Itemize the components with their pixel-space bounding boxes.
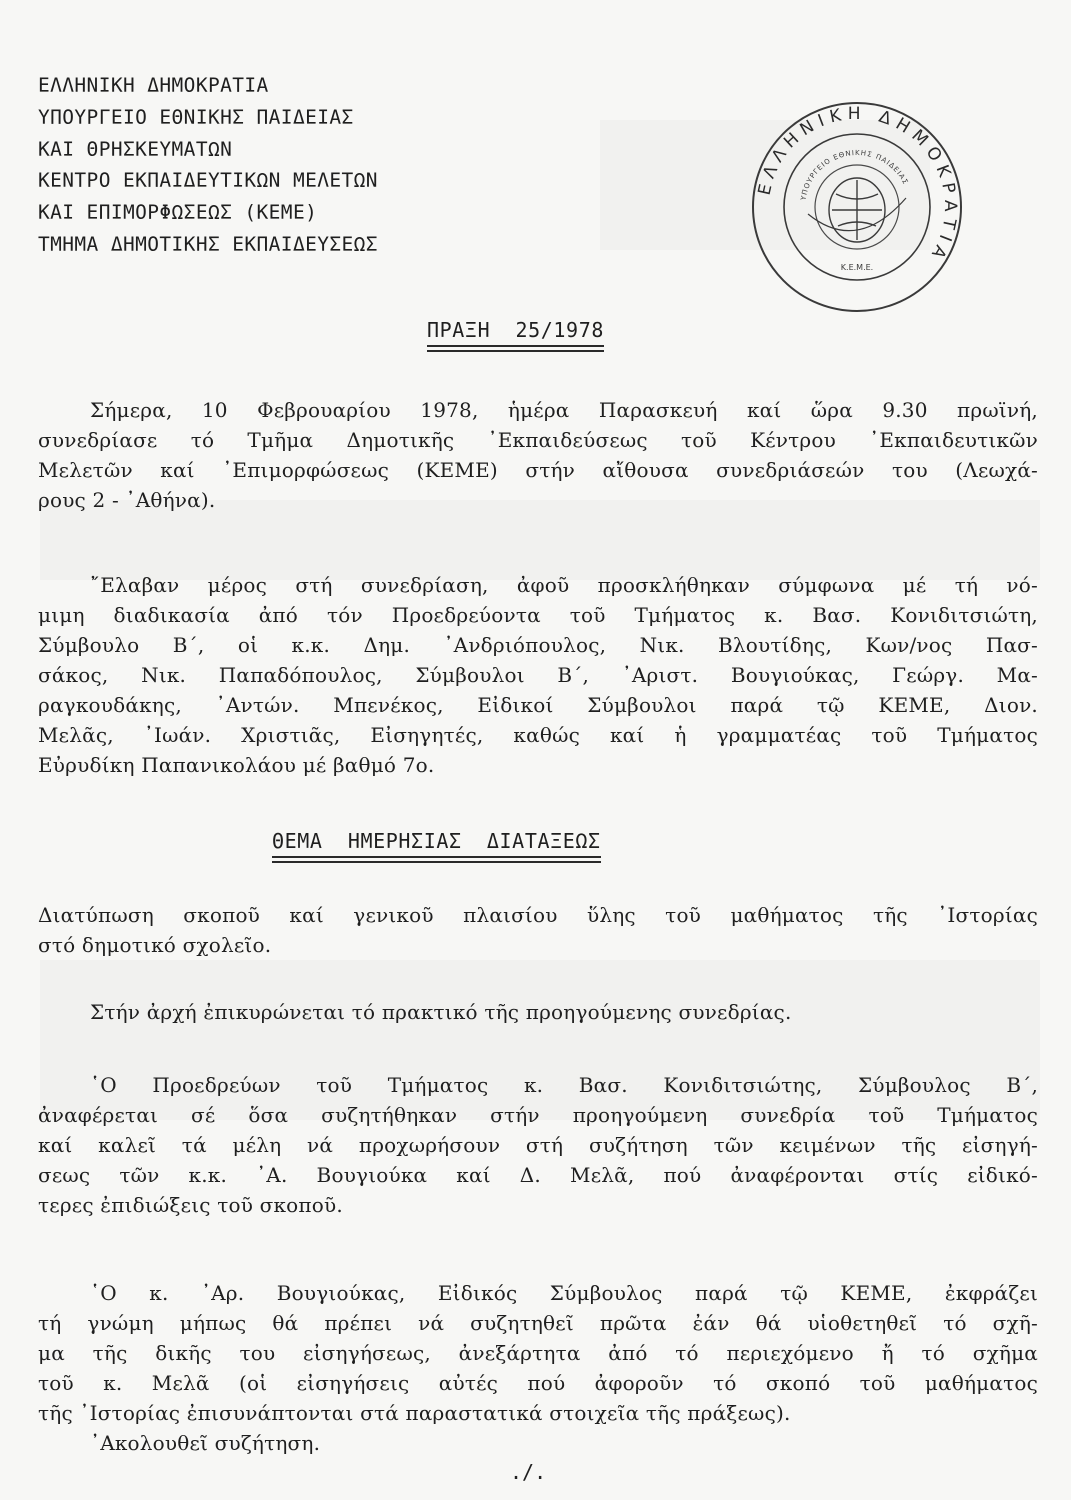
seal-inner-text: ΥΠΟΥΡΓΕΙΟ ΕΘΝΙΚΗΣ ΠΑΙΔΕΙΑΣ [799,148,910,201]
agenda-text [38,900,1038,960]
letterhead-line: ΚΑΙ ΕΠΙΜΟΡΦΩΣΕΩΣ (ΚΕΜΕ) [38,201,318,225]
paragraph-vougioukas-opinion [38,1278,1038,1428]
text-line: ἀναφέρεται σέ ὅσα συζητήθηκαν στήν προηγούμενη συνεδρία τοῦ Τμήματος [38,1103,1038,1127]
title-underline [427,350,604,352]
text-line: σάκος, Νικ. Παπαδόπουλος, Σύμβουλοι Β΄, ᾿Αριστ. Βουγιούκας, Γεώργ. Μα- [38,663,1038,687]
paragraph-ratification [38,997,1038,1027]
text-line: ῾Ο Προεδρεύων τοῦ Τμήματος κ. Βασ. Κονιδιτσιώτης, Σύμβουλος Β΄, [90,1073,1038,1097]
seal-icon [748,98,966,316]
agenda-title-text: ΘΕΜΑ ΗΜΕΡΗΣΙΑΣ ΔΙΑΤΑΞΕΩΣ [272,829,601,853]
document-title-text: ΠΡΑΞΗ 25/1978 [427,318,604,342]
paragraph-discussion [38,1428,1038,1458]
text-line: Σύμβουλο Β΄, οἱ κ.κ. Δημ. ᾿Ανδριόπουλος, Νικ. Βλουτίδης, Κων/νος Πασ- [38,633,1038,657]
letterhead-line: ΚΑΙ ΘΡΗΣΚΕΥΜΑΤΩΝ [38,137,233,161]
text-line: Διατύπωση σκοποῦ καί γενικοῦ πλαισίου ὕλης τοῦ μαθήματος τῆς ᾿Ιστορίας [38,903,1038,927]
text-line: τοῦ κ. Μελᾶ (οἱ εἰσηγήσεις αὐτές πού ἀφοροῦν τό σκοπό τοῦ μαθήματος [38,1371,1038,1395]
letterhead [38,70,378,261]
letterhead-line: ΕΛΛΗΝΙΚΗ ΔΗΜΟΚΡΑΤΙΑ [38,74,269,97]
text-line: τερες ἐπιδιώξεις τοῦ σκοποῦ. [38,1193,343,1217]
text-line: στό δημοτικό σχολεῖο. [38,933,272,957]
text-line: συνεδρίασε τό Τμῆμα Δημοτικῆς ᾿Εκπαιδεύσεως τοῦ Κέντρου ᾿Εκπαιδευτικῶν [38,428,1038,452]
document-title [427,318,604,342]
paragraph-chair-remarks [38,1070,1038,1220]
text-line: ῾Ο κ. ᾿Αρ. Βουγιούκας, Εἰδικός Σύμβουλος παρά τῷ ΚΕΜΕ, ἐκφράζει [90,1281,1038,1305]
paragraph-meeting-date [38,395,1038,515]
text-line: μα τῆς δικῆς του εἰσηγήσεως, ἀνεξάρτητα ἀπό τό περιεχόμενο ἤ τό σχῆμα [38,1341,1038,1365]
text-line: ᾿Ακολουθεῖ συζήτηση. [90,1431,321,1455]
text-line: Στήν ἀρχή ἐπικυρώνεται τό πρακτικό τῆς προηγούμενης συνεδρίας. [90,1000,792,1024]
text-line: Σήμερα, 10 Φεβρουαρίου 1978, ἡμέρα Παρασκευή καί ὥρα 9.30 πρωϊνή, [90,398,1038,422]
letterhead-line: ΥΠΟΥΡΓΕΙΟ ΕΘΝΙΚΗΣ ΠΑΙΔΕΙΑΣ [38,105,354,129]
text-line: ρους 2 - ᾿Αθήνα). [38,488,216,512]
seal-outer-text: ΕΛΛΗΝΙΚΗ ΔΗΜΟΚΡΑΤΙΑ [754,103,961,267]
continuation-mark: ./. [510,1460,547,1484]
svg-text:ΥΠΟΥΡΓΕΙΟ ΕΘΝΙΚΗΣ ΠΑΙΔΕΙΑΣ [799,149,909,202]
title-underline [427,345,604,347]
paragraph-attendees [38,570,1038,780]
agenda-title [272,829,601,853]
text-line: σεως τῶν κ.κ. ᾿Α. Βουγιούκα καί Δ. Μελᾶ, πού ἀναφέρονται στίς εἰδικό- [38,1163,1038,1187]
text-line: καί καλεῖ τά μέλη νά προχωρήσουν στή συζήτηση τῶν κειμένων τῆς εἰσηγή- [38,1133,1038,1157]
agenda-underline [272,856,601,858]
text-line: τή γνώμη μήπως θά πρέπει νά συζητηθεῖ πρῶτα ἐάν θά υἱοθετηθεῖ τό σχῆ- [38,1311,1038,1335]
text-line: μιμη διαδικασία ἀπό τόν Προεδρεύοντα τοῦ Τμήματος κ. Βασ. Κονιδιτσιώτη, [38,603,1038,627]
text-line: ραγκουδάκης, ᾿Αντών. Μπενέκος, Εἰδικοί Σύμβουλοι παρά τῷ ΚΕΜΕ, Διον. [38,693,1038,717]
text-line: Μελετῶν καί ᾿Επιμορφώσεως (ΚΕΜΕ) στήν αἴθουσα συνεδριάσεών του (Λεωχά- [38,458,1038,482]
text-line: ῎Ελαβαν μέρος στή συνεδρίαση, ἀφοῦ προσκλήθηκαν σύμφωνα μέ τή νό- [90,573,1038,597]
seal-emblem [808,178,906,242]
letterhead-line: ΤΜΗΜΑ ΔΗΜΟΤΙΚΗΣ ΕΚΠΑΙΔΕΥΣΕΩΣ [38,232,378,256]
text-line: τῆς ᾿Ιστορίας ἐπισυνάπτονται στά παραστατικά στοιχεῖα τῆς πράξεως). [38,1401,791,1425]
agenda-underline [272,861,601,863]
official-seal-stamp [748,98,966,316]
seal-bottom-text: Κ.Ε.Μ.Ε. [840,263,874,272]
text-line: Μελᾶς, ᾿Ιωάν. Χριστιᾶς, Εἰσηγητές, καθώς καί ἡ γραμματέας τοῦ Τμήματος [38,723,1038,747]
text-line: Εὐρυδίκη Παπανικολάου μέ βαθμό 7ο. [38,753,435,777]
letterhead-line: ΚΕΝΤΡΟ ΕΚΠΑΙΔΕΥΤΙΚΩΝ ΜΕΛΕΤΩΝ [38,169,378,193]
